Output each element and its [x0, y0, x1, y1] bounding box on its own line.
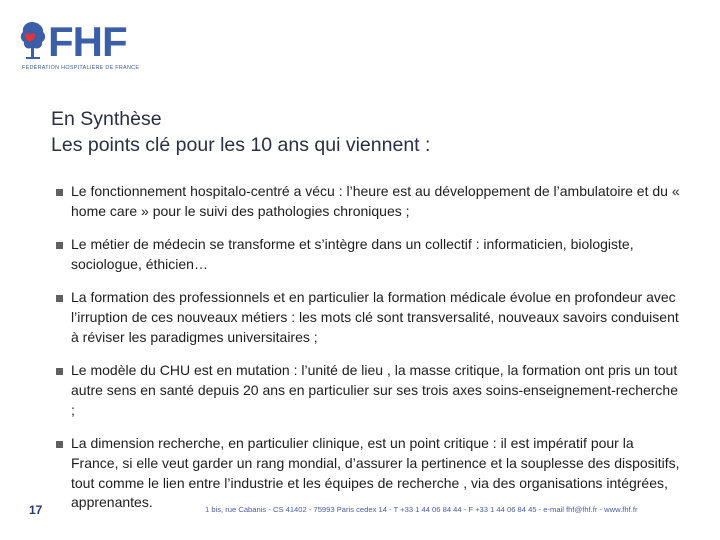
- key-points-list: [56, 182, 684, 527]
- list-item-text: Le modèle du CHU est en mutation : l’unité de lieu , la masse critique, la formation ont pris un tout autre sens en santé depuis 20 ans en particulier sur ses trois axes soins-enseignement-recherche ;: [71, 362, 678, 418]
- slide-title: [51, 106, 691, 158]
- square-bullet-icon: [56, 295, 63, 302]
- title-line-2: Les points clé pour les 10 ans qui viennent :: [51, 134, 431, 156]
- logo-wordmark: FHF: [48, 18, 127, 65]
- list-item: [56, 434, 684, 513]
- title-line-1: En Synthèse: [51, 108, 162, 130]
- logo-subtitle: FÉDÉRATION HOSPITALIÈRE DE FRANCE: [22, 65, 140, 71]
- square-bullet-icon: [56, 189, 63, 196]
- list-item: [56, 361, 684, 420]
- list-item-text: Le fonctionnement hospitalo-centré a vécu : l’heure est au développement de l’ambulatoire et du « home care » pour le suivi des pathologies chroniques ;: [71, 183, 680, 219]
- list-item: [56, 235, 684, 275]
- square-bullet-icon: [56, 368, 63, 375]
- list-item: [56, 288, 684, 347]
- square-bullet-icon: [56, 441, 63, 448]
- list-item-text: La formation des professionnels et en particulier la formation médicale évolue en profondeur avec l’irruption de ces nouveaux métiers : les mots clé sont transversalité, nouveaux savoirs conduisent à réviser les paradigmes universitaires ;: [71, 289, 679, 345]
- list-item: [56, 182, 684, 222]
- fhf-logo: [18, 18, 138, 74]
- list-item-text: La dimension recherche, en particulier clinique, est un point critique : il est impératif pour la France, si elle veut garder un rang mondial, d’assurer la pertinence et la souplesse des dispositifs, tout comme le lien entre l’industrie et les équipes de recherche , via des organisations intégrées, apprenantes.: [71, 434, 680, 511]
- page-number: 17: [29, 503, 43, 517]
- list-item-text: Le métier de médecin se transforme et s’intègre dans un collectif : informaticien, biologiste, sociologue, éthicien…: [71, 236, 634, 272]
- footer-address: 1 bis, rue Cabanis - CS 41402 - 75993 Paris cedex 14 - T +33 1 44 06 84 44 - F +33 1 44 06 84 45 - e-mail fhf@fhf.fr - www.fhf.fr: [205, 505, 638, 514]
- square-bullet-icon: [56, 242, 63, 249]
- tree-heart-icon: [18, 18, 52, 64]
